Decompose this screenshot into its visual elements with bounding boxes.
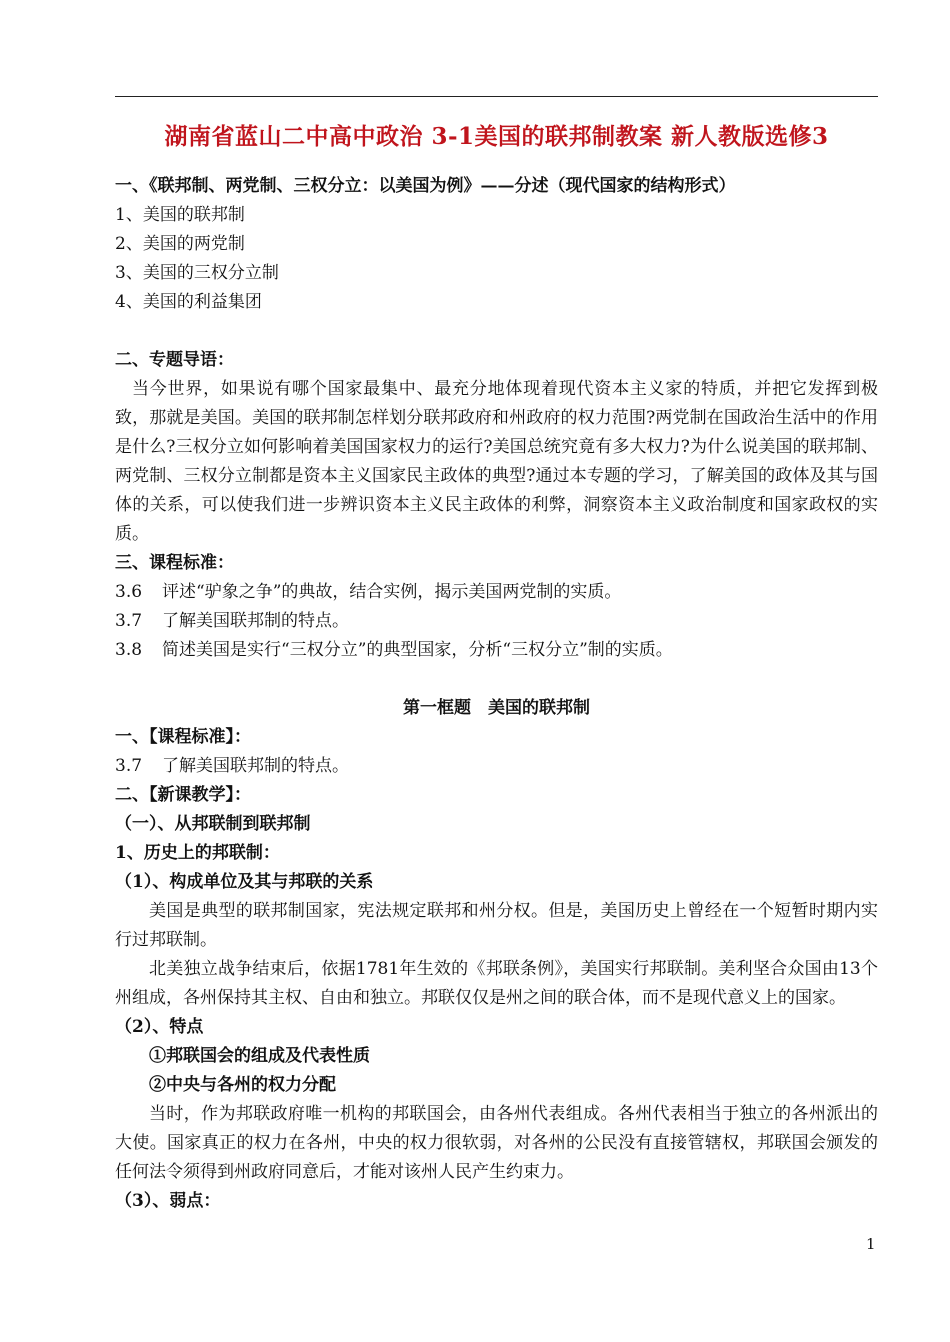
frame-heading: （1）、构成单位及其与邦联的关系 [115,872,374,892]
header-rule [115,96,878,97]
standard-number: 3.7 [115,756,143,776]
document-body [115,172,878,1216]
list-item: 4、美国的利益集团 [115,292,262,312]
list-item: 2、美国的两党制 [115,234,245,254]
standard-number: 3.6 [115,582,143,602]
standard-text: 了解美国联邦制的特点。 [162,756,349,776]
standard-number: 3.7 [115,611,143,631]
section2-heading: 二、专题导语： [115,350,234,370]
body-paragraph: 美国是典型的联邦制国家，宪法规定联邦和州分权。但是，美国历史上曾经在一个短暂时期内实行过邦联制。 [115,901,878,950]
standard-item [115,578,878,607]
point-item: ②中央与各州的权力分配 [149,1075,336,1095]
body-paragraph: 当时，作为邦联政府唯一机构的邦联国会，由各州代表组成。各州代表相当于独立的各州派出的大使。国家真正的权力在各州，中央的权力很软弱，对各州的公民没有直接管辖权，邦联国会颁发的任何法令须得到州政府同意后，才能对该州人民产生约束力。 [115,1104,878,1182]
frame-heading: （2）、特点 [115,1017,204,1037]
point-item: ①邦联国会的组成及代表性质 [149,1046,370,1066]
standard-item [115,636,878,665]
frame-heading: （3）、弱点： [115,1191,221,1211]
standard-item [115,752,878,781]
standard-text: 评述“驴象之争”的典故，结合实例，揭示美国两党制的实质。 [162,582,622,602]
spacer [115,665,878,694]
standard-text: 了解美国联邦制的特点。 [162,611,349,631]
frame-heading: （一）、从邦联制到联邦制 [115,814,311,834]
frame-heading: 一、【课程标准】： [115,727,251,747]
intro-paragraph: 当今世界，如果说有哪个国家最集中、最充分地体现着现代资本主义家的特质，并把它发挥到极致，那就是美国。美国的联邦制怎样划分联邦政府和州政府的权力范围?两党制在国政治生活中的作用是什么?三权分立如何影响着美国国家权力的运行?美国总统究竟有多大权力?为什么说美国的联邦制、两党制、三权分立制都是资本主义国家民主政体的典型?通过本专题的学习，了解美国的政体及其与国体的关系，可以使我们进一步辨识资本主义民主政体的利弊，洞察资本主义政治制度和国家政权的实质。 [115,379,878,544]
body-paragraph: 北美独立战争结束后，依据1781年生效的《邦联条例》，美国实行邦联制。美利坚合众国由13个州组成，各州保持其主权、自由和独立。邦联仅仅是州之间的联合体，而不是现代意义上的国家。 [115,959,878,1008]
frame-title: 第一框题 美国的联邦制 [403,698,590,718]
page-title: 湖南省蓝山二中高中政治 3-1美国的联邦制教案 新人教版选修3 [164,123,829,150]
frame-heading: 1、历史上的邦联制： [115,843,280,863]
list-item: 1、美国的联邦制 [115,205,245,225]
section1-heading: 一、《联邦制、两党制、三权分立：以美国为例》——分述（现代国家的结构形式） [115,176,736,196]
frame-heading: 二、【新课教学】： [115,785,251,805]
standard-text: 简述美国是实行“三权分立”的典型国家，分析“三权分立”制的实质。 [162,640,673,660]
spacer [115,317,878,346]
section3-heading: 三、课程标准： [115,553,234,573]
list-item: 3、美国的三权分立制 [115,263,279,283]
standard-item [115,607,878,636]
page-number: 1 [866,1235,876,1253]
standard-number: 3.8 [115,640,143,660]
